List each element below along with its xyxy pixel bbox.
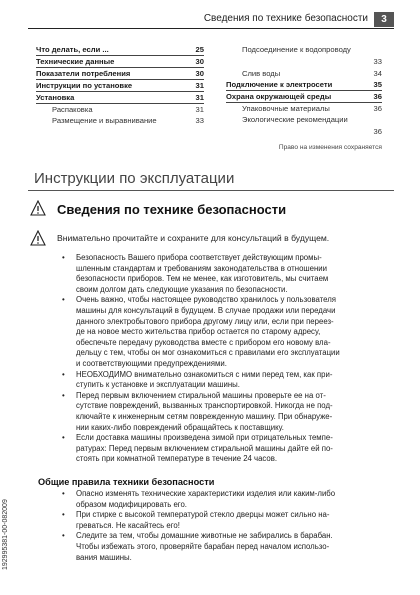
- general-rules-title: Общие правила техники безопасности: [38, 477, 215, 487]
- bullet-marker: •: [62, 390, 65, 400]
- toc-entry-page: 30: [195, 69, 204, 78]
- bullet-line: Перед первым включением стиральной машины проверьте ее на от-: [76, 390, 326, 400]
- toc-entry: [36, 104, 204, 115]
- toc-entry: [36, 92, 204, 104]
- bullet-item: [62, 510, 387, 531]
- toc-entry-page: 31: [195, 105, 204, 114]
- bullet-line: ступить к установке и эксплуатации машины.: [76, 380, 240, 390]
- header-title: Сведения по технике безопасности: [203, 13, 368, 24]
- bullet-line: машины для консультаций в будущем. В случае продажи или передачи: [76, 305, 336, 315]
- toc-left-column: [36, 44, 204, 126]
- bullet-line: греваться. Не касайтесь его!: [76, 520, 180, 530]
- bullet-line: дельцу с тем, чтобы он мог ознакомиться с правилами его эксплуатации: [76, 348, 340, 358]
- toc-entry: [36, 68, 204, 80]
- safety-intro: Внимательно прочитайте и сохраните для консультаций в будущем.: [57, 233, 330, 243]
- section-divider: [28, 190, 394, 191]
- bullet-line: стоять при комнатной температуре в течение 24 часов.: [76, 454, 278, 464]
- general-bullet-list: [62, 489, 387, 563]
- bullet-line: ключайте к инженерным сетям поврежденную машину. При обнаруже-: [76, 411, 333, 421]
- bullet-item: [62, 433, 387, 465]
- bullet-line: При стирке с высокой температурой стекло дверцы может сильно на-: [76, 510, 330, 520]
- toc-entry-label: Показатели потребления: [36, 69, 131, 78]
- toc-entry-label: Что делать, если ...: [36, 45, 109, 54]
- safety-title: Сведения по технике безопасности: [57, 202, 287, 217]
- safety-bullet-list: [62, 253, 387, 465]
- toc-entry: [36, 80, 204, 92]
- section-title: Инструкции по эксплуатации: [34, 170, 235, 187]
- bullet-line: образом модифицировать его.: [76, 499, 187, 509]
- toc-entry: [226, 103, 382, 114]
- toc-entry-page: 34: [373, 69, 382, 78]
- document-code: 192995381-00-082009: [2, 499, 9, 570]
- toc-entry-label: Размещение и выравнивание: [52, 116, 157, 125]
- toc-entry-page: 30: [195, 57, 204, 66]
- bullet-line: данного электробытового прибора другому лицу или, если при переез-: [76, 316, 334, 326]
- bullet-line: Безопасность Вашего прибора соответствует действующим промы-: [76, 253, 322, 262]
- bullet-item: [62, 295, 387, 369]
- bullet-line: Очень важно, чтобы настоящее руководство хранилось у пользователя: [76, 295, 336, 305]
- bullet-line: шленным стандартам и требованиям законодательства в отношении: [76, 263, 328, 273]
- toc-entry-label: Установка: [36, 93, 75, 102]
- warning-triangle-icon: [30, 230, 46, 246]
- toc-entry-page: 36: [373, 92, 382, 101]
- bullet-line: безопасности приборов. Тем не менее, как изготовитель, мы считаем: [76, 274, 329, 284]
- toc-entry-label: Подключение к электросети: [226, 80, 333, 89]
- bullet-line: и соответствующими предупреждениями.: [76, 358, 227, 368]
- toc-entry-label: Инструкции по установке: [36, 81, 133, 90]
- bullet-marker: •: [62, 489, 65, 498]
- toc-entry-page: 36: [373, 127, 382, 136]
- bullet-item: [62, 531, 387, 563]
- bullet-marker: •: [62, 531, 65, 541]
- bullet-marker: •: [62, 295, 65, 305]
- bullet-line: своим долгом дать следующие указания по безопасности.: [76, 284, 288, 294]
- toc-entry-label: Экологические рекомендации: [242, 115, 348, 124]
- rights-note: Право на изменения сохраняется: [278, 144, 382, 151]
- bullet-line: вания машины.: [76, 552, 132, 562]
- page-number: 3: [374, 12, 394, 27]
- toc-entry: [226, 44, 382, 68]
- bullet-line: обеспечьте передачу руководства вместе с прибором его новому вла-: [76, 337, 331, 347]
- toc-entry-label: Технические данные: [36, 57, 115, 66]
- bullet-marker: •: [62, 369, 65, 379]
- toc-entry-page: 25: [195, 45, 204, 54]
- bullet-item: [62, 489, 387, 510]
- toc-entry-page: 36: [373, 104, 382, 113]
- bullet-item: [62, 370, 387, 391]
- toc-entry-label: Упаковочные материалы: [242, 104, 330, 113]
- bullet-marker: •: [62, 253, 65, 262]
- toc-entry-page: 31: [195, 93, 204, 102]
- toc-entry-label: Распаковка: [52, 105, 93, 114]
- bullet-line: сутствие повреждений, вызванных транспортировкой. Никогда не под-: [76, 401, 333, 411]
- bullet-marker: •: [62, 433, 65, 443]
- toc-entry-label: Слив воды: [242, 69, 281, 78]
- toc-entry: [226, 68, 382, 79]
- bullet-line: де на новое место жительства прибор остается по старому адресу,: [76, 327, 321, 337]
- bullet-line: ратурах: Перед первым включением стиральной машины дайте ей по-: [76, 443, 333, 453]
- toc-entry: [36, 115, 204, 126]
- toc-entry-page: 33: [373, 57, 382, 66]
- toc-entry-label: Подсоединение к водопроводу: [242, 45, 351, 54]
- bullet-marker: •: [62, 510, 65, 520]
- bullet-item: [62, 253, 387, 295]
- toc-entry: [36, 56, 204, 68]
- toc-entry-page: 31: [195, 81, 204, 90]
- bullet-line: Чтобы избежать этого, проверяйте барабан перед началом использо-: [76, 541, 330, 551]
- bullet-line: НЕОБХОДИМО внимательно ознакомиться с ними перед тем, как при-: [76, 369, 333, 379]
- bullet-line: Следите за тем, чтобы домашние животные не забирались в барабан.: [76, 531, 333, 541]
- bullet-line: Опасно изменять технические характеристики изделия или каким-либо: [76, 489, 336, 498]
- toc-entry: [226, 91, 382, 103]
- toc-entry-page: 35: [373, 80, 382, 89]
- page-header: [28, 12, 394, 29]
- bullet-item: [62, 391, 387, 433]
- toc-entry: [226, 114, 382, 138]
- toc-entry-page: 33: [195, 116, 204, 125]
- warning-triangle-icon: [30, 200, 46, 216]
- toc-entry: [226, 79, 382, 91]
- toc-entry: [36, 44, 204, 56]
- bullet-line: Если доставка машины произведена зимой при отрицательных темпе-: [76, 433, 333, 443]
- toc-right-column: [226, 44, 382, 151]
- bullet-line: нии каких-либо повреждений обращайтесь к поставщику.: [76, 422, 284, 432]
- toc-entry-label: Охрана окружающей среды: [226, 92, 332, 101]
